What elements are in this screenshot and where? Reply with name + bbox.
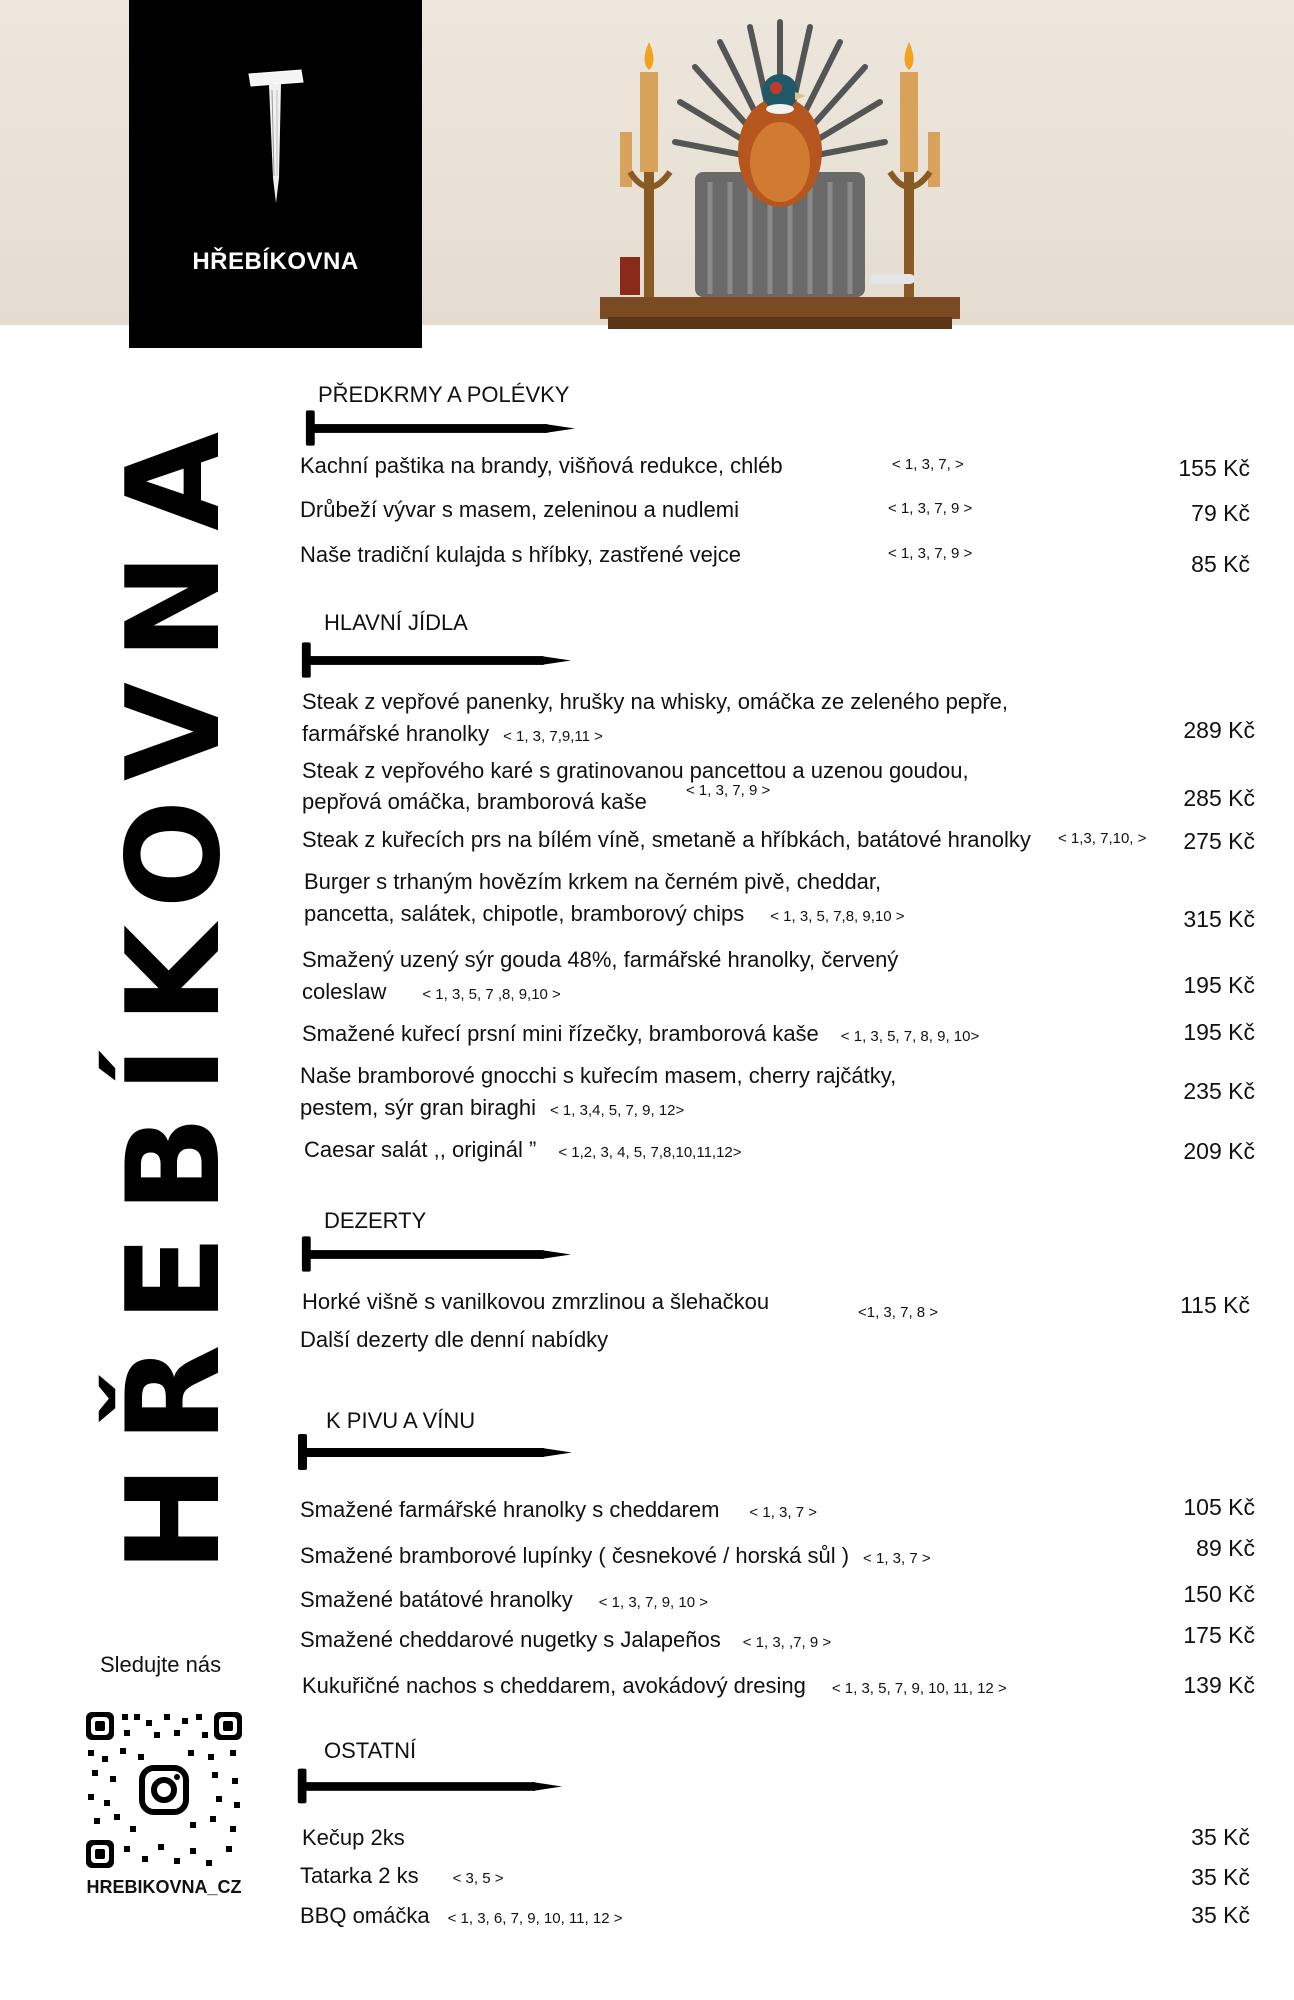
section-title-predkrmy: PŘEDKRMY A POLÉVKY — [318, 382, 570, 407]
price: 150 Kč — [1183, 1581, 1255, 1607]
allergens: < 1,3, 7,10, > — [1058, 830, 1147, 847]
allergens: < 1, 3,4, 5, 7, 9, 12> — [550, 1102, 685, 1119]
allergens: < 1, 3, 5, 7 ,8, 9,10 > — [422, 986, 561, 1003]
allergens: < 1, 3, 5, 7, 8, 9, 10> — [840, 1028, 980, 1045]
allergens: < 1, 3, 5, 7,8, 9,10 > — [770, 908, 905, 925]
nail-divider-icon — [296, 1234, 571, 1274]
instagram-handle[interactable]: HREBIKOVNA_CZ — [86, 1877, 242, 1897]
price: 315 Kč — [1183, 906, 1255, 932]
price: 115 Kč — [1180, 1292, 1250, 1318]
menu-item: Smažený uzený sýr gouda 48%, farmářské hranolky, červený — [302, 947, 899, 972]
nail-divider-icon — [296, 640, 571, 680]
menu-item: Steak z kuřecích prs na bílém víně, smetaně a hříbkách, batátové hranolky — [302, 827, 1031, 852]
allergens: < 1, 3, 7,9,11 > — [503, 728, 603, 745]
price: 139 Kč — [1183, 1672, 1255, 1698]
price: 195 Kč — [1183, 972, 1255, 998]
nail-divider-icon — [292, 1766, 562, 1806]
price: 105 Kč — [1183, 1494, 1255, 1520]
nail-divider-icon — [292, 1432, 572, 1472]
menu-item: Smažené kuřecí prsní mini řízečky, bramborová kaše < 1, 3, 5, 7, 8, 9, 10> — [302, 1021, 980, 1046]
menu-item: Smažené bramborové lupínky ( česnekové / horská sůl ) < 1, 3, 7 > — [300, 1543, 931, 1568]
price: 275 Kč — [1183, 828, 1255, 854]
pheasant-throne-illustration — [600, 12, 960, 342]
menu-item-line-2: pepřová omáčka, bramborová kaše — [302, 789, 647, 814]
menu-item-line-2: pestem, sýr gran biraghi < 1, 3,4, 5, 7, 9, 12> — [300, 1095, 685, 1120]
nail-divider-icon — [300, 408, 575, 448]
menu-item-line-2: Další dezerty dle denní nabídky — [300, 1327, 609, 1352]
allergens: < 1, 3, 7, > — [892, 456, 964, 473]
menu-item: Steak z vepřové panenky, hrušky na whisky, omáčka ze zeleného pepře, — [302, 689, 1009, 714]
price: 175 Kč — [1183, 1622, 1255, 1648]
allergens: < 1, 3, 5, 7, 9, 10, 11, 12 > — [831, 1680, 1007, 1697]
menu-item: Naše bramborové gnocchi s kuřecím masem, cherry rajčátky, — [300, 1063, 897, 1088]
nail-logo-icon — [245, 68, 305, 208]
price: 195 Kč — [1183, 1019, 1255, 1045]
menu-item: Burger s trhaným hovězím krkem na černém pivě, cheddar, — [304, 869, 882, 894]
allergens: < 3, 5 > — [452, 1870, 504, 1887]
allergens: < 1,2, 3, 4, 5, 7,8,10,11,12> — [558, 1144, 742, 1161]
instagram-icon — [138, 1764, 190, 1816]
menu-item-line-2: pancetta, salátek, chipotle, bramborový chips < 1, 3, 5, 7,8, 9,10 > — [304, 901, 905, 926]
menu-item: Smažené batátové hranolky < 1, 3, 7, 9, 10 > — [300, 1587, 708, 1612]
menu-item-line-2: coleslaw < 1, 3, 5, 7 ,8, 9,10 > — [302, 979, 561, 1004]
vertical-brand-name — [100, 396, 249, 1586]
follow-text: Sledujte nás — [100, 1652, 222, 1677]
allergens: < 1, 3, 7, 9 > — [888, 500, 973, 517]
price: 35 Kč — [1191, 1864, 1250, 1890]
price: 155 Kč — [1178, 455, 1250, 481]
menu-item: Caesar salát ,, originál ” < 1,2, 3, 4, 5, 7,8,10,11,12> — [304, 1137, 742, 1162]
brand-name: HŘEBÍKOVNA — [192, 248, 359, 275]
menu-item: Kukuřičné nachos s cheddarem, avokádový dresing < 1, 3, 5, 7, 9, 10, 11, 12 > — [302, 1673, 1007, 1698]
instagram-qr-code[interactable] — [84, 1710, 244, 1870]
allergens: < 1, 3, 7, 9 > — [686, 782, 771, 799]
section-title-hlavni-jidla: HLAVNÍ JÍDLA — [324, 610, 468, 635]
menu-item: Kachní paštika na brandy, višňová redukce, chléb — [300, 453, 783, 478]
section-title-k-pivu: K PIVU A VÍNU — [326, 1408, 476, 1433]
allergens: < 1, 3, ,7, 9 > — [742, 1634, 832, 1651]
price: 235 Kč — [1183, 1078, 1255, 1104]
section-title-dezerty: DEZERTY — [324, 1208, 427, 1233]
menu-item: Horké višně s vanilkovou zmrzlinou a šlehačkou — [302, 1289, 770, 1314]
logo — [129, 0, 422, 348]
allergens: <1, 3, 7, 8 > — [858, 1304, 939, 1321]
price: 35 Kč — [1191, 1824, 1250, 1850]
menu-item: Smažené farmářské hranolky s cheddarem < 1, 3, 7 > — [300, 1497, 817, 1522]
allergens: < 1, 3, 7, 9 > — [888, 545, 973, 562]
menu-item: Kečup 2ks — [302, 1825, 405, 1850]
menu-item: Steak z vepřového karé s gratinovanou pancettou a uzenou goudou, — [302, 758, 969, 783]
menu-item: Tatarka 2 ks < 3, 5 > — [300, 1863, 504, 1888]
price: 85 Kč — [1191, 551, 1250, 577]
price: 289 Kč — [1183, 717, 1255, 743]
price: 35 Kč — [1191, 1902, 1250, 1928]
menu-item: Naše tradiční kulajda s hříbky, zastřené vejce — [300, 542, 742, 567]
allergens: < 1, 3, 7 > — [749, 1504, 817, 1521]
allergens: < 1, 3, 6, 7, 9, 10, 11, 12 > — [447, 1910, 623, 1927]
allergens: < 1, 3, 7, 9, 10 > — [598, 1594, 708, 1611]
menu-item: Drůbeží vývar s masem, zeleninou a nudlemi — [300, 497, 739, 522]
price: 209 Kč — [1183, 1138, 1255, 1164]
menu-item: BBQ omáčka < 1, 3, 6, 7, 9, 10, 11, 12 > — [300, 1903, 623, 1928]
menu-item-line-2: farmářské hranolky < 1, 3, 7,9,11 > — [302, 721, 603, 746]
vertical-brand-text: HŘEBÍKOVNA — [100, 409, 249, 1573]
menu-item: Smažené cheddarové nugetky s Jalapeños < 1, 3, ,7, 9 > — [300, 1627, 832, 1652]
price: 79 Kč — [1191, 500, 1250, 526]
price: 285 Kč — [1183, 785, 1255, 811]
price: 89 Kč — [1196, 1535, 1255, 1561]
section-title-ostatni: OSTATNÍ — [324, 1738, 417, 1763]
allergens: < 1, 3, 7 > — [863, 1550, 931, 1567]
